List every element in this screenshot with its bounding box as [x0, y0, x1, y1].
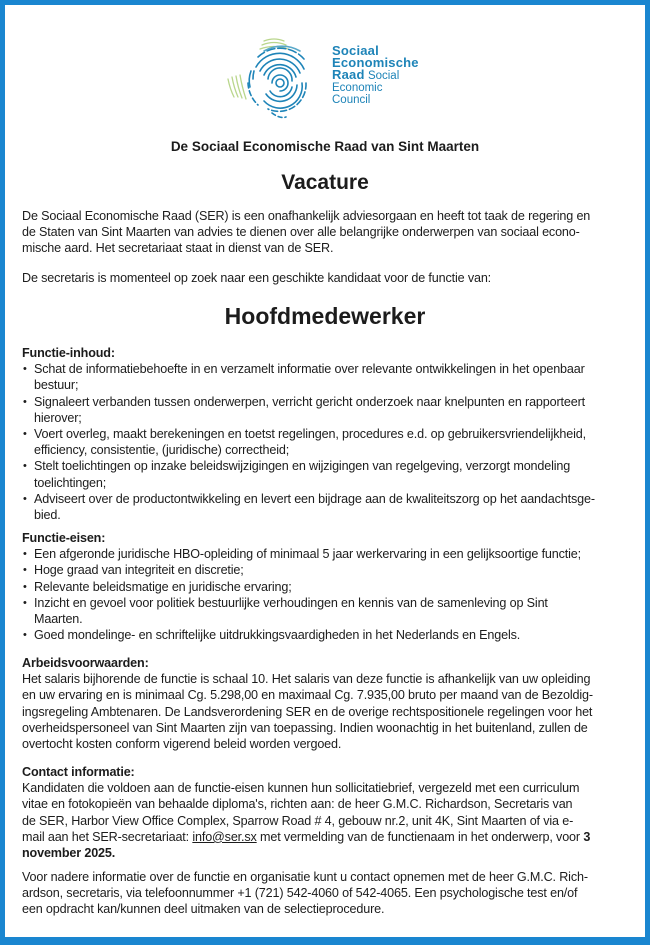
- intro-line: de Staten van Sint Maarten van advies te dienen over alle belangrijke onderwerpen van sociaal econo-: [22, 225, 580, 240]
- section-title: Contact informatie:: [22, 765, 135, 779]
- section-functie-eisen: [22, 530, 632, 643]
- section-title: Functie-inhoud:: [22, 346, 115, 360]
- list-item: • Inzicht en gevoel voor politiek bestuurlijke verhoudingen en kennis van de samenleving op Sint Maarten.: [22, 595, 632, 627]
- logo-wordmark: [332, 45, 419, 106]
- fingerprint-island-icon: [220, 27, 330, 127]
- logo-line-economic: Economic: [332, 82, 383, 94]
- ser-logo: [220, 27, 450, 127]
- section-contact: Contact informatie: Kandidaten die voldoen aan de functie-eisen kunnen hun sollicitatiebrief, vergezeld met een curriculum vitae en fotokopieën van behaalde diploma's, richten aan: de heer G.M.C. Richardson, Secretaris van de SER, Harbor View Office Complex, Sparrow Road # 4, gebouw nr.2, unit 4K, Sint Maarten of via e- mail aan het SER-secretariaat: info@ser.sx met vermelding van de functienaam in het onderwerp, voor 3 november 2025.: [22, 764, 632, 861]
- deadline-day: 3: [583, 829, 591, 844]
- intro-paragraph: [22, 208, 632, 257]
- email-link[interactable]: info@ser.sx: [192, 829, 257, 844]
- list-item: • Hoge graad van integriteit en discretie;: [22, 562, 632, 578]
- list-item: • Relevante beleidsmatige en juridische ervaring;: [22, 579, 632, 595]
- list-item: • Stelt toelichtingen op inzake beleidswijzigingen en wijzigingen van regelgeving, verzorgt mondeling toelichtingen;: [22, 458, 632, 490]
- intro-paragraph-2: De secretaris is momenteel op zoek naar een geschikte kandidaat voor de functie van:: [22, 271, 492, 285]
- intro-line: mische aard. Het secretariaat staat in dienst van de SER.: [22, 241, 334, 256]
- section-title: Functie-eisen:: [22, 531, 106, 545]
- list-item: • Schat de informatiebehoefte in en verzamelt informatie over relevante ontwikkelingen in het openbaar bestuur;: [22, 361, 632, 393]
- list-item: • Voert overleg, maakt berekeningen en toetst regelingen, procedures e.d. op gebruikersvriendelijkheid, efficiency, consistentie, (juridische) correctheid;: [22, 426, 632, 458]
- page-heading: Vacature: [281, 171, 369, 194]
- section-functie-inhoud: [22, 345, 632, 523]
- logo-line-raad: Raad: [332, 67, 365, 82]
- logo-line-social: Social: [367, 70, 400, 82]
- intro-line: De Sociaal Economische Raad (SER) is een onafhankelijk adviesorgaan en heeft tot taak de regering en: [22, 209, 591, 223]
- logo-line-economische: Economische: [332, 55, 419, 70]
- deadline-date: november 2025.: [22, 846, 116, 861]
- vacancy-document: [5, 5, 645, 937]
- list-item: • Adviseert over de productontwikkeling en levert een bijdrage aan de kwaliteitszorg op het aandachtsge- bied.: [22, 491, 632, 523]
- list-item: • Goed mondelinge- en schriftelijke uitdrukkingsvaardigheden in het Nederlands en Engels.: [22, 627, 632, 643]
- logo-line-council: Council: [332, 94, 371, 106]
- job-title: Hoofdmedewerker: [224, 303, 426, 329]
- section-title: Arbeidsvoorwaarden:: [22, 656, 149, 670]
- list-item: • Signaleert verbanden tussen onderwerpen, verricht gericht onderzoek naar knelpunten en rapporteert hierover;: [22, 394, 632, 426]
- section-arbeidsvoorwaarden: Arbeidsvoorwaarden: Het salaris bijhorende de functie is schaal 10. Het salaris van deze functie is afhankelijk van uw opleiding en uw ervaring en is minimaal Cg. 5.298,00 en maximaal Cg. 7.935,00 bruto per maand van de Bezoldig- ingsregeling Ambtenaren. De Landsverordening SER en de overige rechtspositionele regelingen voor het overheidspersoneel van Sint Maarten zijn van toepassing. Indien woonachtig in het buitenland, zullen de overtocht kosten conform vigerend beleid worden vergoed.: [22, 655, 632, 752]
- list-item: • Een afgeronde juridische HBO-opleiding of minimaal 5 jaar werkervaring in een gelijksoortige functie;: [22, 546, 632, 562]
- closing-paragraph: Voor nadere informatie over de functie en organisatie kunt u contact opnemen met de heer G.M.C. Rich- ardson, secretaris, via telefoonnummer +1 (721) 542-4060 of 542-4065. Een psychologische test en/of een opdracht kan/kunnen deel uitmaken van de selectieprocedure.: [22, 870, 588, 917]
- organization-title: De Sociaal Economische Raad van Sint Maarten: [170, 139, 480, 154]
- logo-line-sociaal: Sociaal: [332, 43, 379, 58]
